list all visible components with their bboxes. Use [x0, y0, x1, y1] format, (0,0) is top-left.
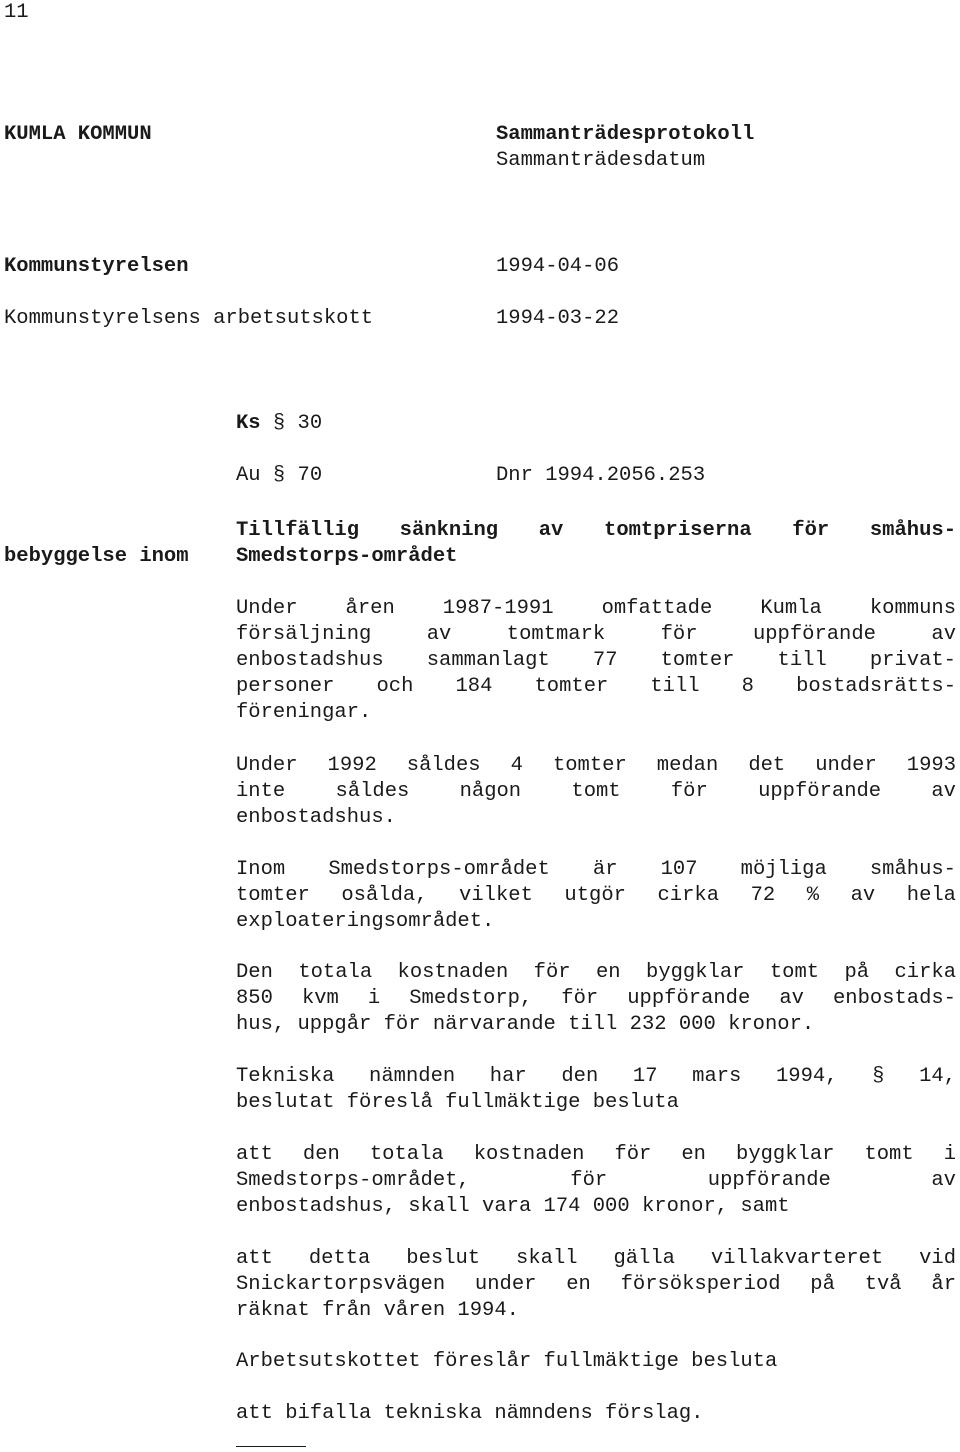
meeting-date-label: Sammanträdesdatum — [496, 149, 706, 172]
paragraph-line: försäljning av tomtmark för uppförande av — [236, 623, 956, 646]
subject-line-2: Smedstorps-området — [236, 545, 458, 568]
diary-number: Dnr 1994.2056.253 — [496, 464, 706, 487]
section-sign: § — [272, 464, 286, 487]
paragraph-line: beslutat föreslå fullmäktige besluta — [236, 1091, 679, 1114]
paragraph-line: Snickartorpsvägen under en försöksperiod på två år — [236, 1273, 956, 1296]
paragraph-line: enbostadshus sammanlagt 77 tomter till privat- — [236, 649, 956, 672]
paragraph-line: räknat från våren 1994. — [236, 1299, 519, 1322]
paragraph-line: personer och 184 tomter till 8 bostadsrätts- — [236, 675, 956, 698]
document-type: Sammanträdesprotokoll — [496, 123, 755, 146]
paragraph-line: Smedstorps-området, för uppförande av — [236, 1169, 956, 1192]
body-name-primary: Kommunstyrelsen — [4, 255, 189, 278]
paragraph-line: Tekniska nämnden har den 17 mars 1994, § 14, — [236, 1065, 956, 1088]
subject-line-2-prefix: bebyggelse inom — [4, 545, 189, 568]
body-date-primary: 1994-04-06 — [496, 255, 620, 278]
paragraph-line: föreningar. — [236, 701, 372, 724]
paragraph-line: inte såldes någon tomt för uppförande av — [236, 780, 956, 803]
au-label: Au — [236, 464, 261, 487]
municipality-name: KUMLA KOMMUN — [4, 123, 152, 146]
paragraph-line: Den totala kostnaden för en byggklar tomt på cirka — [236, 961, 956, 984]
paragraph-line: Arbetsutskottet föreslår fullmäktige besluta — [236, 1350, 778, 1373]
paragraph-line: 850 kvm i Smedstorp, för uppförande av enbostads- — [236, 987, 956, 1010]
paragraph-line: Under åren 1987-1991 omfattade Kumla kommuns — [236, 597, 956, 620]
au-number: 70 — [297, 464, 323, 487]
paragraph-line: tomter osålda, vilket utgör cirka 72 % av hela — [236, 884, 956, 907]
au-reference — [236, 463, 322, 489]
paragraph-line: enbostadshus. — [236, 806, 396, 829]
paragraph-line: enbostadshus, skall vara 174 000 kronor, samt — [236, 1195, 790, 1218]
subject-line-1: Tillfällig sänkning av tomtpriserna för småhus- — [236, 519, 956, 542]
body-date-secondary: 1994-03-22 — [496, 307, 620, 330]
paragraph-line: att detta beslut skall gälla villakvarteret vid — [236, 1247, 956, 1270]
ks-label: Ks — [236, 412, 261, 435]
ks-number: 30 — [297, 412, 323, 435]
paragraph-line: Under 1992 såldes 4 tomter medan det under 1993 — [236, 754, 956, 777]
paragraph-line: hus, uppgår för närvarande till 232 000 kronor. — [236, 1013, 815, 1036]
paragraph-line: att den totala kostnaden för en byggklar tomt i — [236, 1143, 956, 1166]
paragraph-line: Inom Smedstorps-området är 107 möjliga småhus- — [236, 858, 956, 881]
paragraph-line: exploateringsområdet. — [236, 910, 495, 933]
section-sign: § — [272, 412, 286, 435]
signature-rule — [236, 1446, 306, 1447]
paragraph-line: att bifalla tekniska nämndens förslag. — [236, 1402, 704, 1425]
ks-reference — [236, 411, 322, 437]
body-name-secondary: Kommunstyrelsens arbetsutskott — [4, 307, 374, 330]
page-number: 11 — [4, 1, 29, 24]
